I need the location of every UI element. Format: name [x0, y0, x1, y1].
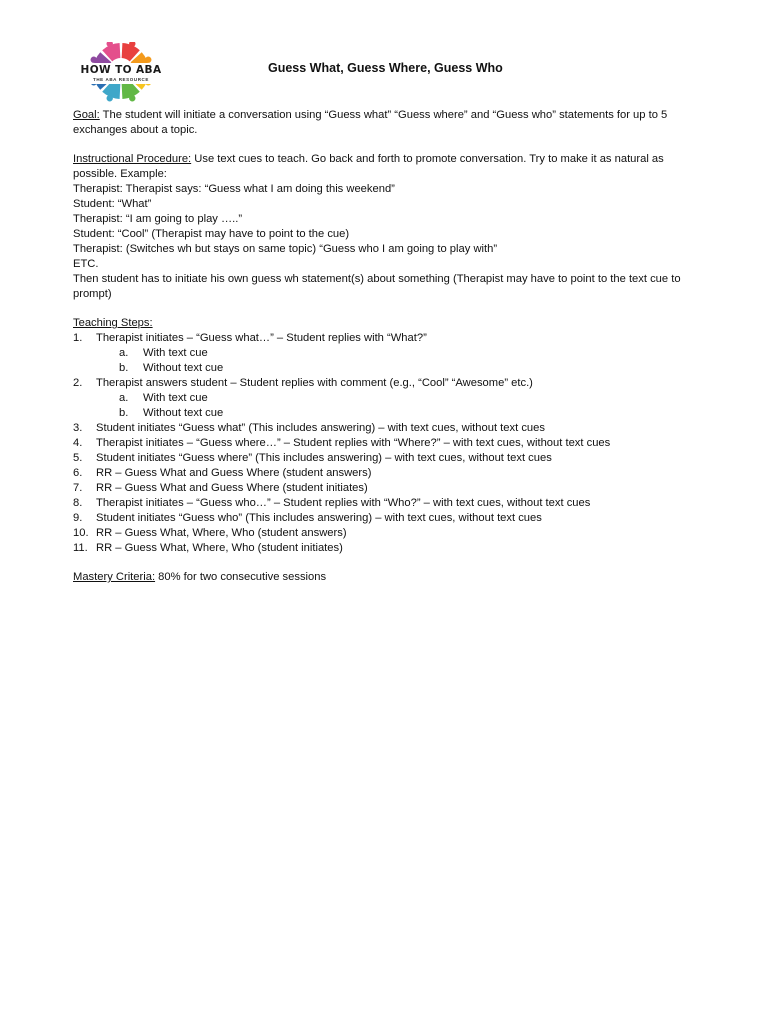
step-item [73, 526, 698, 541]
step-text: Student initiates “Guess where” (This includes answering) – with text cues, without text cues [96, 452, 552, 464]
procedure-line: Then student has to initiate his own guess wh statement(s) about something (Therapist may have to point to the text cue to prompt) [73, 273, 681, 300]
step-number: 7. [73, 482, 83, 494]
logo-puzzle-knob [145, 57, 151, 63]
mastery-text: 80% for two consecutive sessions [155, 571, 327, 583]
step-text: Therapist initiates – “Guess who…” – Student replies with “Who?” – with text cues, without text cues [96, 497, 591, 509]
logo-subtitle: THE ABA RESOURCE [92, 77, 150, 82]
substep-text: With text cue [143, 392, 208, 404]
procedure-paragraph [73, 152, 698, 182]
mastery-label: Mastery Criteria: [73, 571, 156, 583]
substep-item [73, 391, 698, 406]
step-text: Student initiates “Guess what” (This includes answering) – with text cues, without text cues [96, 422, 545, 434]
page-title: Guess What, Guess Where, Guess Who [268, 61, 503, 75]
step-item [73, 436, 698, 451]
procedure-line: Therapist: “I am going to play …..” [73, 213, 243, 225]
step-text: Therapist answers student – Student replies with comment (e.g., “Cool” “Awesome” etc.) [96, 377, 533, 389]
document-body [73, 108, 698, 585]
procedure-line: Therapist: Therapist says: “Guess what I am doing this weekend” [73, 183, 395, 195]
step-item [73, 481, 698, 496]
procedure-text: Use text cues to teach. Go back and forth to promote conversation. Try to make it as natural as possible. Example: [73, 153, 664, 180]
goal-text: The student will initiate a conversation using “Guess what” “Guess where” and “Guess who” statements for up to 5 exchanges about a topic. [73, 109, 668, 136]
logo-puzzle-knob [129, 95, 135, 101]
step-number: 5. [73, 452, 83, 464]
step-item [73, 496, 698, 511]
procedure-line: Student: “Cool” (Therapist may have to point to the cue) [73, 228, 350, 240]
step-text: RR – Guess What, Where, Who (student answers) [96, 527, 347, 539]
step-text: Therapist initiates – “Guess what…” – Student replies with “What?” [96, 332, 427, 344]
step-number: 9. [73, 512, 83, 524]
step-text: Student initiates “Guess who” (This includes answering) – with text cues, without text cues [96, 512, 542, 524]
substep-letter: a. [119, 347, 129, 359]
step-item [73, 466, 698, 481]
step-item [73, 451, 698, 466]
substep-letter: b. [119, 407, 129, 419]
substep-item [73, 361, 698, 376]
procedure-line: ETC. [73, 258, 99, 270]
step-text: RR – Guess What and Guess Where (student answers) [96, 467, 372, 479]
step-number: 2. [73, 377, 83, 389]
substep-letter: a. [119, 392, 129, 404]
step-number: 6. [73, 467, 83, 479]
step-item [73, 511, 698, 526]
substep-item [73, 346, 698, 361]
procedure-line: Therapist: (Switches wh but stays on same topic) “Guess who I am going to play with” [73, 243, 498, 255]
step-number: 3. [73, 422, 83, 434]
substep-text: Without text cue [143, 407, 224, 419]
step-item [73, 331, 698, 346]
step-text: Therapist initiates – “Guess where…” – Student replies with “Where?” – with text cues, without text cues [96, 437, 611, 449]
logo-puzzle-knob [91, 57, 97, 63]
goal-label: Goal: [73, 109, 100, 121]
procedure-line: Student: “What” [73, 198, 152, 210]
teaching-steps-label: Teaching Steps: [73, 317, 153, 329]
step-number: 10. [73, 527, 89, 539]
step-number: 8. [73, 497, 83, 509]
step-number: 11. [73, 542, 88, 554]
substep-text: With text cue [143, 347, 208, 359]
step-number: 4. [73, 437, 83, 449]
substep-letter: b. [119, 362, 129, 374]
step-item [73, 376, 698, 391]
substep-item [73, 406, 698, 421]
logo-title: HOW TO ABA [80, 64, 162, 76]
logo-puzzle-knob [107, 95, 113, 101]
goal-paragraph [73, 108, 698, 138]
procedure-label: Instructional Procedure: [73, 153, 192, 165]
how-to-aba-logo [76, 42, 166, 102]
step-text: RR – Guess What, Where, Who (student initiates) [96, 542, 343, 554]
mastery-paragraph [73, 570, 698, 585]
substep-text: Without text cue [143, 362, 224, 374]
step-item [73, 421, 698, 436]
step-number: 1. [73, 332, 83, 344]
step-item [73, 541, 698, 556]
step-text: RR – Guess What and Guess Where (student initiates) [96, 482, 368, 494]
